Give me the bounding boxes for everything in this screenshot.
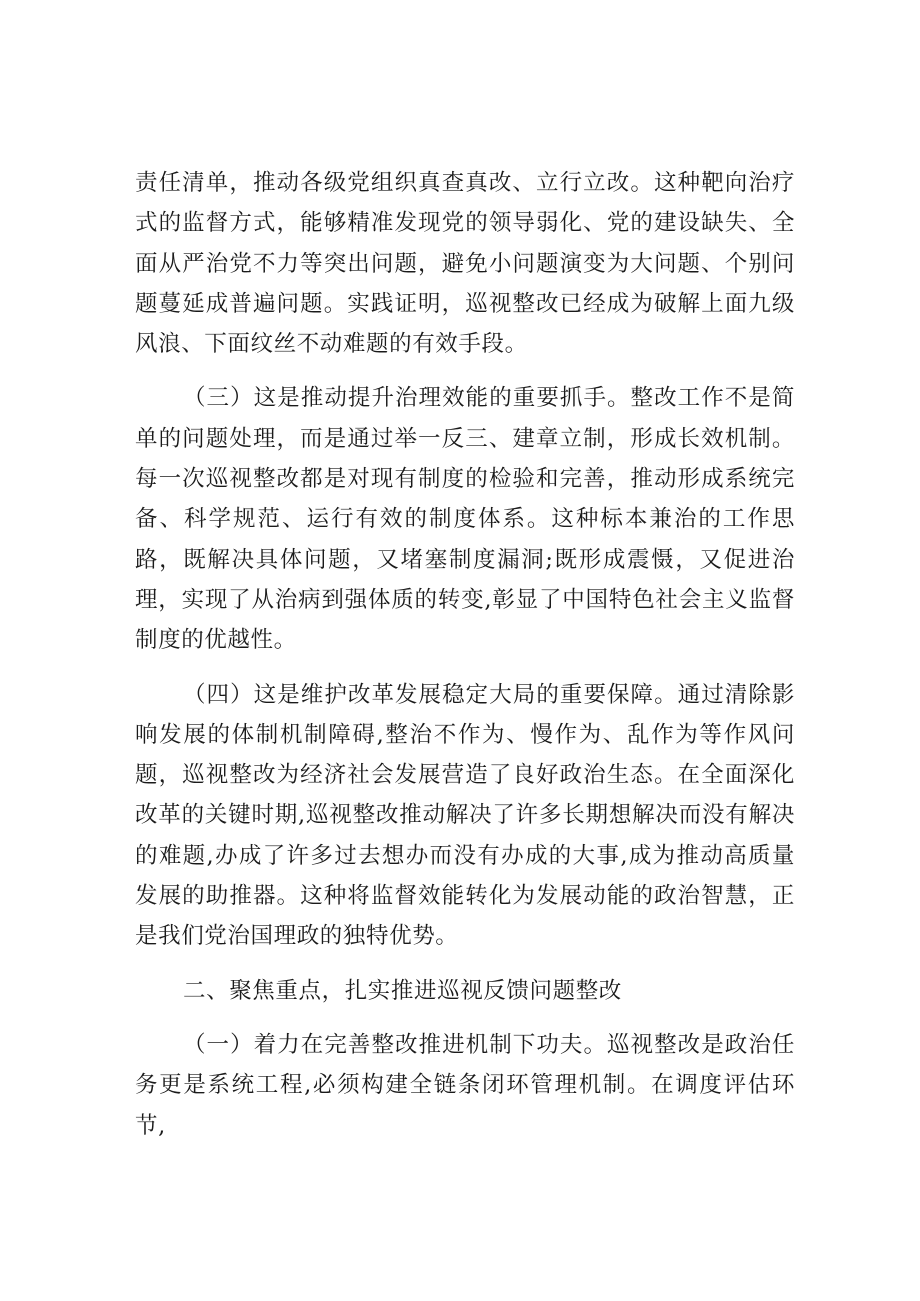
document-body xyxy=(135,163,795,1160)
paragraph-continuation: 责任清单，推动各级党组织真查真改、立行立改。这种靶向治疗式的监督方式，能够精准发现党的领导弱化、党的建设缺失、全面从严治党不力等突出问题，避免小问题演变为大问题、个别问题蔓延成普遍问题。实践证明，巡视整改已经成为破解上面九级风浪、下面纹丝不动难题的有效手段。 xyxy=(135,170,795,358)
paragraph-section-three: （三）这是推动提升治理效能的重要抓手。整改工作不是简单的问题处理，而是通过举一反三、建章立制，形成长效机制。每一次巡视整改都是对现有制度的检验和完善，推动形成系统完备、科学规范、运行有效的制度体系。这种标本兼治的工作思路，既解决具体问题，又堵塞制度漏洞;既形成震慑，又促进治理，实现了从治病到强体质的转变,彰显了中国特色社会主义监督制度的优越性。 xyxy=(135,385,795,654)
section-heading: 二、聚焦重点，扎实推进巡视反馈问题整改 xyxy=(183,977,622,1004)
paragraph-subsection-one: （一）着力在完善整改推进机制下功夫。巡视整改是政治任务更是系统工程,必须构建全链条闭环管理机制。在调度评估环节, xyxy=(135,1031,795,1139)
paragraph-section-four: （四）这是维护改革发展稳定大局的重要保障。通过清除影响发展的体制机制障碍,整治不作为、慢作为、乱作为等作风问题，巡视整改为经济社会发展营造了良好政治生态。在全面深化改革的关键时期,巡视整改推动解决了许多长期想解决而没有解决的难题,办成了许多过去想办而没有办成的大事,成为推动高质量发展的助推器。这种将监督效能转化为发展动能的政治智慧，正是我们党治国理政的独特优势。 xyxy=(135,681,795,950)
